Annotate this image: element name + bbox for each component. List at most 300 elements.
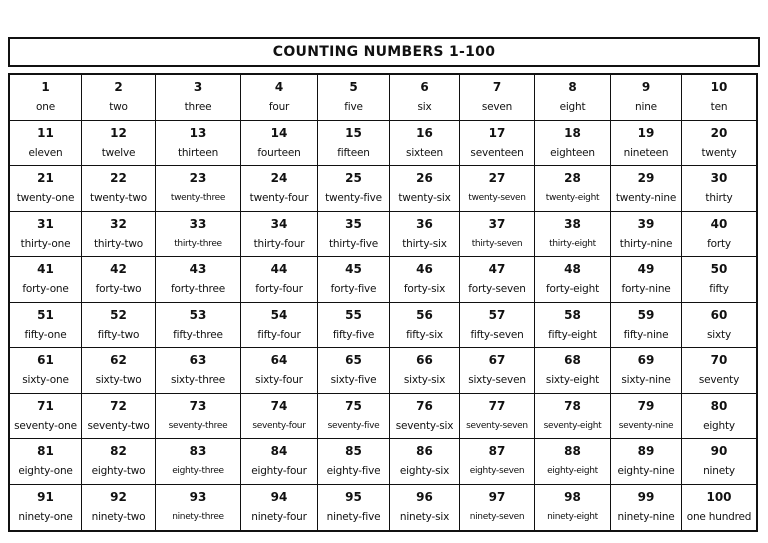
number-word: eighty-six — [399, 465, 450, 478]
number-cell — [82, 121, 156, 167]
number-cell — [10, 212, 82, 258]
number-cell — [611, 394, 682, 440]
numeral: 24 — [270, 171, 288, 186]
numeral: 62 — [110, 353, 127, 368]
numeral: 2 — [114, 80, 123, 95]
number-cell — [611, 348, 682, 394]
number-word: ninety-seven — [469, 512, 525, 523]
number-cell — [682, 394, 756, 440]
number-word: sixty — [707, 328, 731, 341]
numeral: 83 — [189, 444, 207, 459]
numeral: 56 — [416, 307, 433, 322]
numeral: 84 — [270, 444, 288, 459]
number-word: ninety-three — [172, 512, 224, 523]
numeral: 3 — [193, 80, 203, 95]
number-word: thirty-six — [402, 237, 447, 250]
numeral: 81 — [37, 444, 54, 459]
numeral: 45 — [345, 262, 362, 277]
numeral: 51 — [37, 307, 54, 322]
number-word: eighty-seven — [469, 466, 525, 477]
numeral: 90 — [710, 444, 728, 459]
number-word: ninety-five — [326, 511, 381, 524]
numeral: 43 — [189, 262, 207, 277]
number-word: eighteen — [550, 146, 595, 159]
number-word: seventy-one — [14, 419, 77, 432]
numeral: 34 — [270, 216, 288, 231]
numeral: 82 — [110, 444, 127, 459]
number-cell — [156, 212, 241, 258]
number-cell — [460, 121, 535, 167]
numeral: 15 — [345, 125, 362, 140]
number-cell — [241, 75, 318, 121]
number-cell — [10, 75, 82, 121]
number-word: forty-two — [95, 283, 142, 296]
numeral: 42 — [110, 262, 127, 277]
numeral: 57 — [488, 307, 506, 322]
number-word: thirty-one — [20, 237, 71, 250]
number-cell — [682, 121, 756, 167]
number-cell — [156, 75, 241, 121]
number-word: forty-eight — [546, 283, 599, 296]
numeral: 97 — [488, 490, 506, 505]
number-cell — [10, 121, 82, 167]
number-word: fifty-three — [173, 328, 223, 341]
numeral: 48 — [564, 262, 581, 277]
number-cell — [318, 212, 390, 258]
number-word: fifty-four — [257, 328, 301, 341]
numeral: 7 — [492, 80, 502, 95]
number-cell — [611, 75, 682, 121]
number-word: four — [268, 101, 290, 114]
numeral: 89 — [637, 444, 655, 459]
number-word: seventy-nine — [618, 420, 674, 431]
number-word: forty-four — [255, 283, 303, 296]
number-word: sixty-eight — [545, 374, 600, 387]
numeral: 78 — [564, 398, 581, 413]
number-word: seventy-two — [87, 419, 150, 432]
numeral: 6 — [420, 80, 429, 95]
number-cell — [460, 439, 535, 485]
number-cell — [82, 75, 156, 121]
number-cell — [156, 166, 241, 212]
number-word: twenty-eight — [545, 193, 600, 204]
numeral: 85 — [345, 444, 362, 459]
number-word: fifty-seven — [470, 328, 524, 341]
number-cell — [318, 303, 390, 349]
number-word: thirty-two — [93, 237, 144, 250]
number-cell — [535, 75, 611, 121]
number-word: thirty-nine — [619, 237, 673, 250]
number-word: fifty-five — [332, 328, 375, 341]
number-cell — [390, 257, 460, 303]
numeral: 66 — [416, 353, 433, 368]
number-cell — [82, 212, 156, 258]
number-cell — [390, 348, 460, 394]
number-cell — [535, 257, 611, 303]
number-word: fourteen — [257, 146, 301, 159]
number-word: forty-six — [403, 283, 446, 296]
numeral: 8 — [568, 80, 577, 95]
number-cell — [682, 257, 756, 303]
number-cell — [390, 485, 460, 531]
numeral: 47 — [488, 262, 506, 277]
number-cell — [241, 348, 318, 394]
numeral: 80 — [710, 398, 728, 413]
number-cell — [318, 166, 390, 212]
numeral: 70 — [710, 353, 728, 368]
number-cell — [682, 212, 756, 258]
number-word: eighty — [703, 419, 735, 432]
numeral: 92 — [110, 490, 127, 505]
number-word: forty-three — [171, 283, 225, 296]
numeral: 58 — [564, 307, 581, 322]
number-cell — [460, 303, 535, 349]
number-word: two — [109, 101, 128, 114]
numeral: 96 — [416, 490, 433, 505]
numeral: 27 — [488, 171, 506, 186]
numeral: 79 — [637, 398, 655, 413]
number-cell — [10, 166, 82, 212]
number-cell — [82, 485, 156, 531]
page-title: COUNTING NUMBERS 1-100 — [272, 44, 496, 60]
number-word: sixty-seven — [468, 374, 526, 387]
numeral: 74 — [270, 398, 288, 413]
numeral: 13 — [189, 125, 207, 140]
number-word: fifteen — [337, 146, 370, 159]
numeral: 36 — [416, 216, 433, 231]
number-cell — [10, 485, 82, 531]
number-word: one hundred — [686, 511, 752, 524]
number-cell — [241, 439, 318, 485]
number-word: eleven — [28, 146, 63, 159]
number-word: forty — [707, 237, 731, 250]
number-word: twenty-four — [249, 192, 309, 205]
numeral: 16 — [416, 125, 433, 140]
number-cell — [390, 439, 460, 485]
number-word: forty-nine — [621, 283, 671, 296]
numeral: 26 — [416, 171, 433, 186]
numeral: 18 — [564, 125, 581, 140]
number-word: thirty-eight — [549, 238, 596, 249]
number-word: ninety-eight — [547, 512, 598, 523]
title-box — [8, 37, 760, 67]
number-cell — [682, 485, 756, 531]
number-word: six — [417, 101, 432, 114]
number-cell — [535, 439, 611, 485]
number-word: ninety-nine — [617, 511, 675, 524]
numeral: 100 — [706, 490, 732, 505]
number-word: forty-seven — [468, 283, 526, 296]
number-cell — [10, 394, 82, 440]
number-word: twenty-two — [90, 192, 147, 205]
number-word: ten — [710, 101, 728, 114]
number-word: eighty-two — [91, 465, 146, 478]
number-cell — [390, 121, 460, 167]
numeral: 46 — [416, 262, 433, 277]
number-cell — [241, 257, 318, 303]
numeral: 37 — [488, 216, 506, 231]
number-cell — [682, 75, 756, 121]
numeral: 38 — [564, 216, 581, 231]
number-word: thirty-seven — [471, 238, 523, 249]
number-word: twelve — [101, 146, 136, 159]
number-cell — [82, 303, 156, 349]
number-cell — [611, 485, 682, 531]
number-word: seventy-three — [168, 420, 228, 431]
numeral: 9 — [641, 80, 651, 95]
numeral: 17 — [488, 125, 506, 140]
numeral: 54 — [270, 307, 288, 322]
number-cell — [156, 257, 241, 303]
number-word: thirty-three — [174, 238, 222, 249]
number-word: ninety-six — [399, 511, 450, 524]
number-cell — [82, 257, 156, 303]
number-word: one — [36, 101, 55, 114]
number-word: ninety-one — [18, 511, 73, 524]
number-cell — [318, 257, 390, 303]
number-cell — [611, 121, 682, 167]
number-word: eighty-five — [326, 465, 381, 478]
number-cell — [318, 485, 390, 531]
number-word: twenty-nine — [615, 192, 677, 205]
number-cell — [682, 439, 756, 485]
number-cell — [460, 75, 535, 121]
numeral: 64 — [270, 353, 288, 368]
numeral: 30 — [710, 171, 728, 186]
numeral: 65 — [345, 353, 362, 368]
number-word: nineteen — [623, 146, 669, 159]
number-word: ninety-two — [91, 511, 146, 524]
numeral: 67 — [488, 353, 506, 368]
numeral: 49 — [637, 262, 655, 277]
number-word: twenty-seven — [468, 193, 526, 204]
numbers-grid — [8, 73, 758, 532]
number-cell — [682, 348, 756, 394]
numeral: 93 — [189, 490, 207, 505]
number-cell — [156, 394, 241, 440]
number-cell — [241, 212, 318, 258]
numeral: 19 — [637, 125, 655, 140]
number-word: eight — [559, 101, 586, 114]
numeral: 99 — [637, 490, 655, 505]
number-cell — [682, 303, 756, 349]
number-cell — [241, 121, 318, 167]
numeral: 10 — [710, 80, 728, 95]
number-word: eighty-three — [172, 466, 224, 477]
numeral: 60 — [710, 307, 728, 322]
numeral: 87 — [488, 444, 506, 459]
number-word: seventy-five — [327, 420, 380, 431]
number-cell — [611, 439, 682, 485]
number-cell — [611, 166, 682, 212]
number-cell — [241, 303, 318, 349]
number-word: fifty-one — [24, 328, 67, 341]
number-cell — [535, 166, 611, 212]
number-word: seven — [481, 101, 513, 114]
number-cell — [10, 348, 82, 394]
numeral: 75 — [345, 398, 362, 413]
numeral: 52 — [110, 307, 127, 322]
number-word: five — [344, 101, 363, 114]
numeral: 69 — [637, 353, 655, 368]
number-word: seventy-six — [395, 419, 454, 432]
numeral: 76 — [416, 398, 433, 413]
numeral: 28 — [564, 171, 581, 186]
number-cell — [460, 166, 535, 212]
number-cell — [241, 166, 318, 212]
number-word: ninety-four — [251, 511, 307, 524]
numeral: 39 — [637, 216, 655, 231]
numeral: 68 — [564, 353, 581, 368]
numeral: 88 — [564, 444, 581, 459]
number-cell — [390, 212, 460, 258]
numeral: 35 — [345, 216, 362, 231]
numeral: 12 — [110, 125, 127, 140]
numeral: 29 — [637, 171, 655, 186]
number-cell — [460, 257, 535, 303]
number-cell — [318, 75, 390, 121]
number-word: fifty — [709, 283, 729, 296]
number-cell — [318, 439, 390, 485]
number-word: thirty — [705, 192, 733, 205]
number-cell — [460, 394, 535, 440]
number-word: eighty-four — [251, 465, 307, 478]
numeral: 33 — [189, 216, 207, 231]
number-word: twenty-one — [16, 192, 75, 205]
numeral: 77 — [488, 398, 506, 413]
numeral: 50 — [710, 262, 728, 277]
number-cell — [535, 212, 611, 258]
numeral: 61 — [37, 353, 54, 368]
number-cell — [318, 348, 390, 394]
number-cell — [682, 166, 756, 212]
number-word: eighty-nine — [617, 465, 675, 478]
number-cell — [82, 439, 156, 485]
number-word: seventy-four — [252, 420, 306, 431]
number-cell — [390, 303, 460, 349]
number-word: nine — [635, 101, 657, 114]
number-cell — [156, 348, 241, 394]
numeral: 73 — [189, 398, 207, 413]
number-word: sixteen — [406, 146, 443, 159]
numeral: 14 — [270, 125, 288, 140]
number-word: twenty-six — [398, 192, 451, 205]
number-word: three — [184, 101, 212, 114]
number-word: fifty-six — [406, 328, 443, 341]
numeral: 63 — [189, 353, 207, 368]
number-cell — [82, 348, 156, 394]
numeral: 25 — [345, 171, 362, 186]
number-word: thirty-four — [253, 237, 305, 250]
numeral: 40 — [710, 216, 728, 231]
number-word: ninety — [703, 465, 735, 478]
numeral: 4 — [274, 80, 284, 95]
numeral: 23 — [189, 171, 207, 186]
number-cell — [241, 394, 318, 440]
number-cell — [318, 121, 390, 167]
number-cell — [318, 394, 390, 440]
number-word: forty-one — [22, 283, 69, 296]
numeral: 41 — [37, 262, 54, 277]
number-cell — [611, 212, 682, 258]
number-word: fifty-nine — [623, 328, 669, 341]
number-cell — [82, 166, 156, 212]
number-word: seventy-eight — [543, 420, 602, 431]
number-word: fifty-two — [97, 328, 140, 341]
number-word: seventeen — [470, 146, 524, 159]
numeral: 31 — [37, 216, 54, 231]
number-word: twenty — [701, 146, 737, 159]
numeral: 53 — [189, 307, 207, 322]
numeral: 1 — [41, 80, 50, 95]
number-cell — [535, 121, 611, 167]
number-cell — [82, 394, 156, 440]
number-word: eighty-one — [18, 465, 73, 478]
number-cell — [535, 303, 611, 349]
number-word: sixty-six — [403, 374, 446, 387]
numeral: 22 — [110, 171, 127, 186]
numeral: 20 — [710, 125, 728, 140]
number-word: twenty-three — [170, 193, 226, 204]
number-word: sixty-five — [330, 374, 377, 387]
number-cell — [535, 348, 611, 394]
numeral: 59 — [637, 307, 655, 322]
number-word: seventy-seven — [466, 420, 528, 431]
number-cell — [10, 439, 82, 485]
number-word: sixty-nine — [621, 374, 671, 387]
number-word: sixty-three — [170, 374, 226, 387]
number-word: thirteen — [177, 146, 219, 159]
number-cell — [156, 485, 241, 531]
numeral: 86 — [416, 444, 433, 459]
numeral: 32 — [110, 216, 127, 231]
number-cell — [460, 485, 535, 531]
numeral: 44 — [270, 262, 288, 277]
numeral: 55 — [345, 307, 362, 322]
number-cell — [460, 348, 535, 394]
number-cell — [156, 303, 241, 349]
number-word: forty-five — [330, 283, 377, 296]
numeral: 72 — [110, 398, 127, 413]
numeral: 5 — [349, 80, 358, 95]
number-word: sixty-two — [95, 374, 142, 387]
number-cell — [460, 212, 535, 258]
number-cell — [241, 485, 318, 531]
number-cell — [10, 303, 82, 349]
number-cell — [390, 394, 460, 440]
number-cell — [156, 439, 241, 485]
number-cell — [390, 75, 460, 121]
number-word: fifty-eight — [548, 328, 597, 341]
numeral: 11 — [37, 125, 54, 140]
numeral: 94 — [270, 490, 288, 505]
number-word: eighty-eight — [547, 466, 598, 477]
numeral: 95 — [345, 490, 362, 505]
number-cell — [535, 485, 611, 531]
number-cell — [10, 257, 82, 303]
numeral: 71 — [37, 398, 54, 413]
number-cell — [535, 394, 611, 440]
numeral: 98 — [564, 490, 581, 505]
number-word: sixty-one — [22, 374, 69, 387]
number-word: twenty-five — [325, 192, 382, 205]
number-cell — [390, 166, 460, 212]
number-cell — [611, 257, 682, 303]
number-cell — [156, 121, 241, 167]
number-cell — [611, 303, 682, 349]
numeral: 21 — [37, 171, 54, 186]
number-word: sixty-four — [255, 374, 303, 387]
